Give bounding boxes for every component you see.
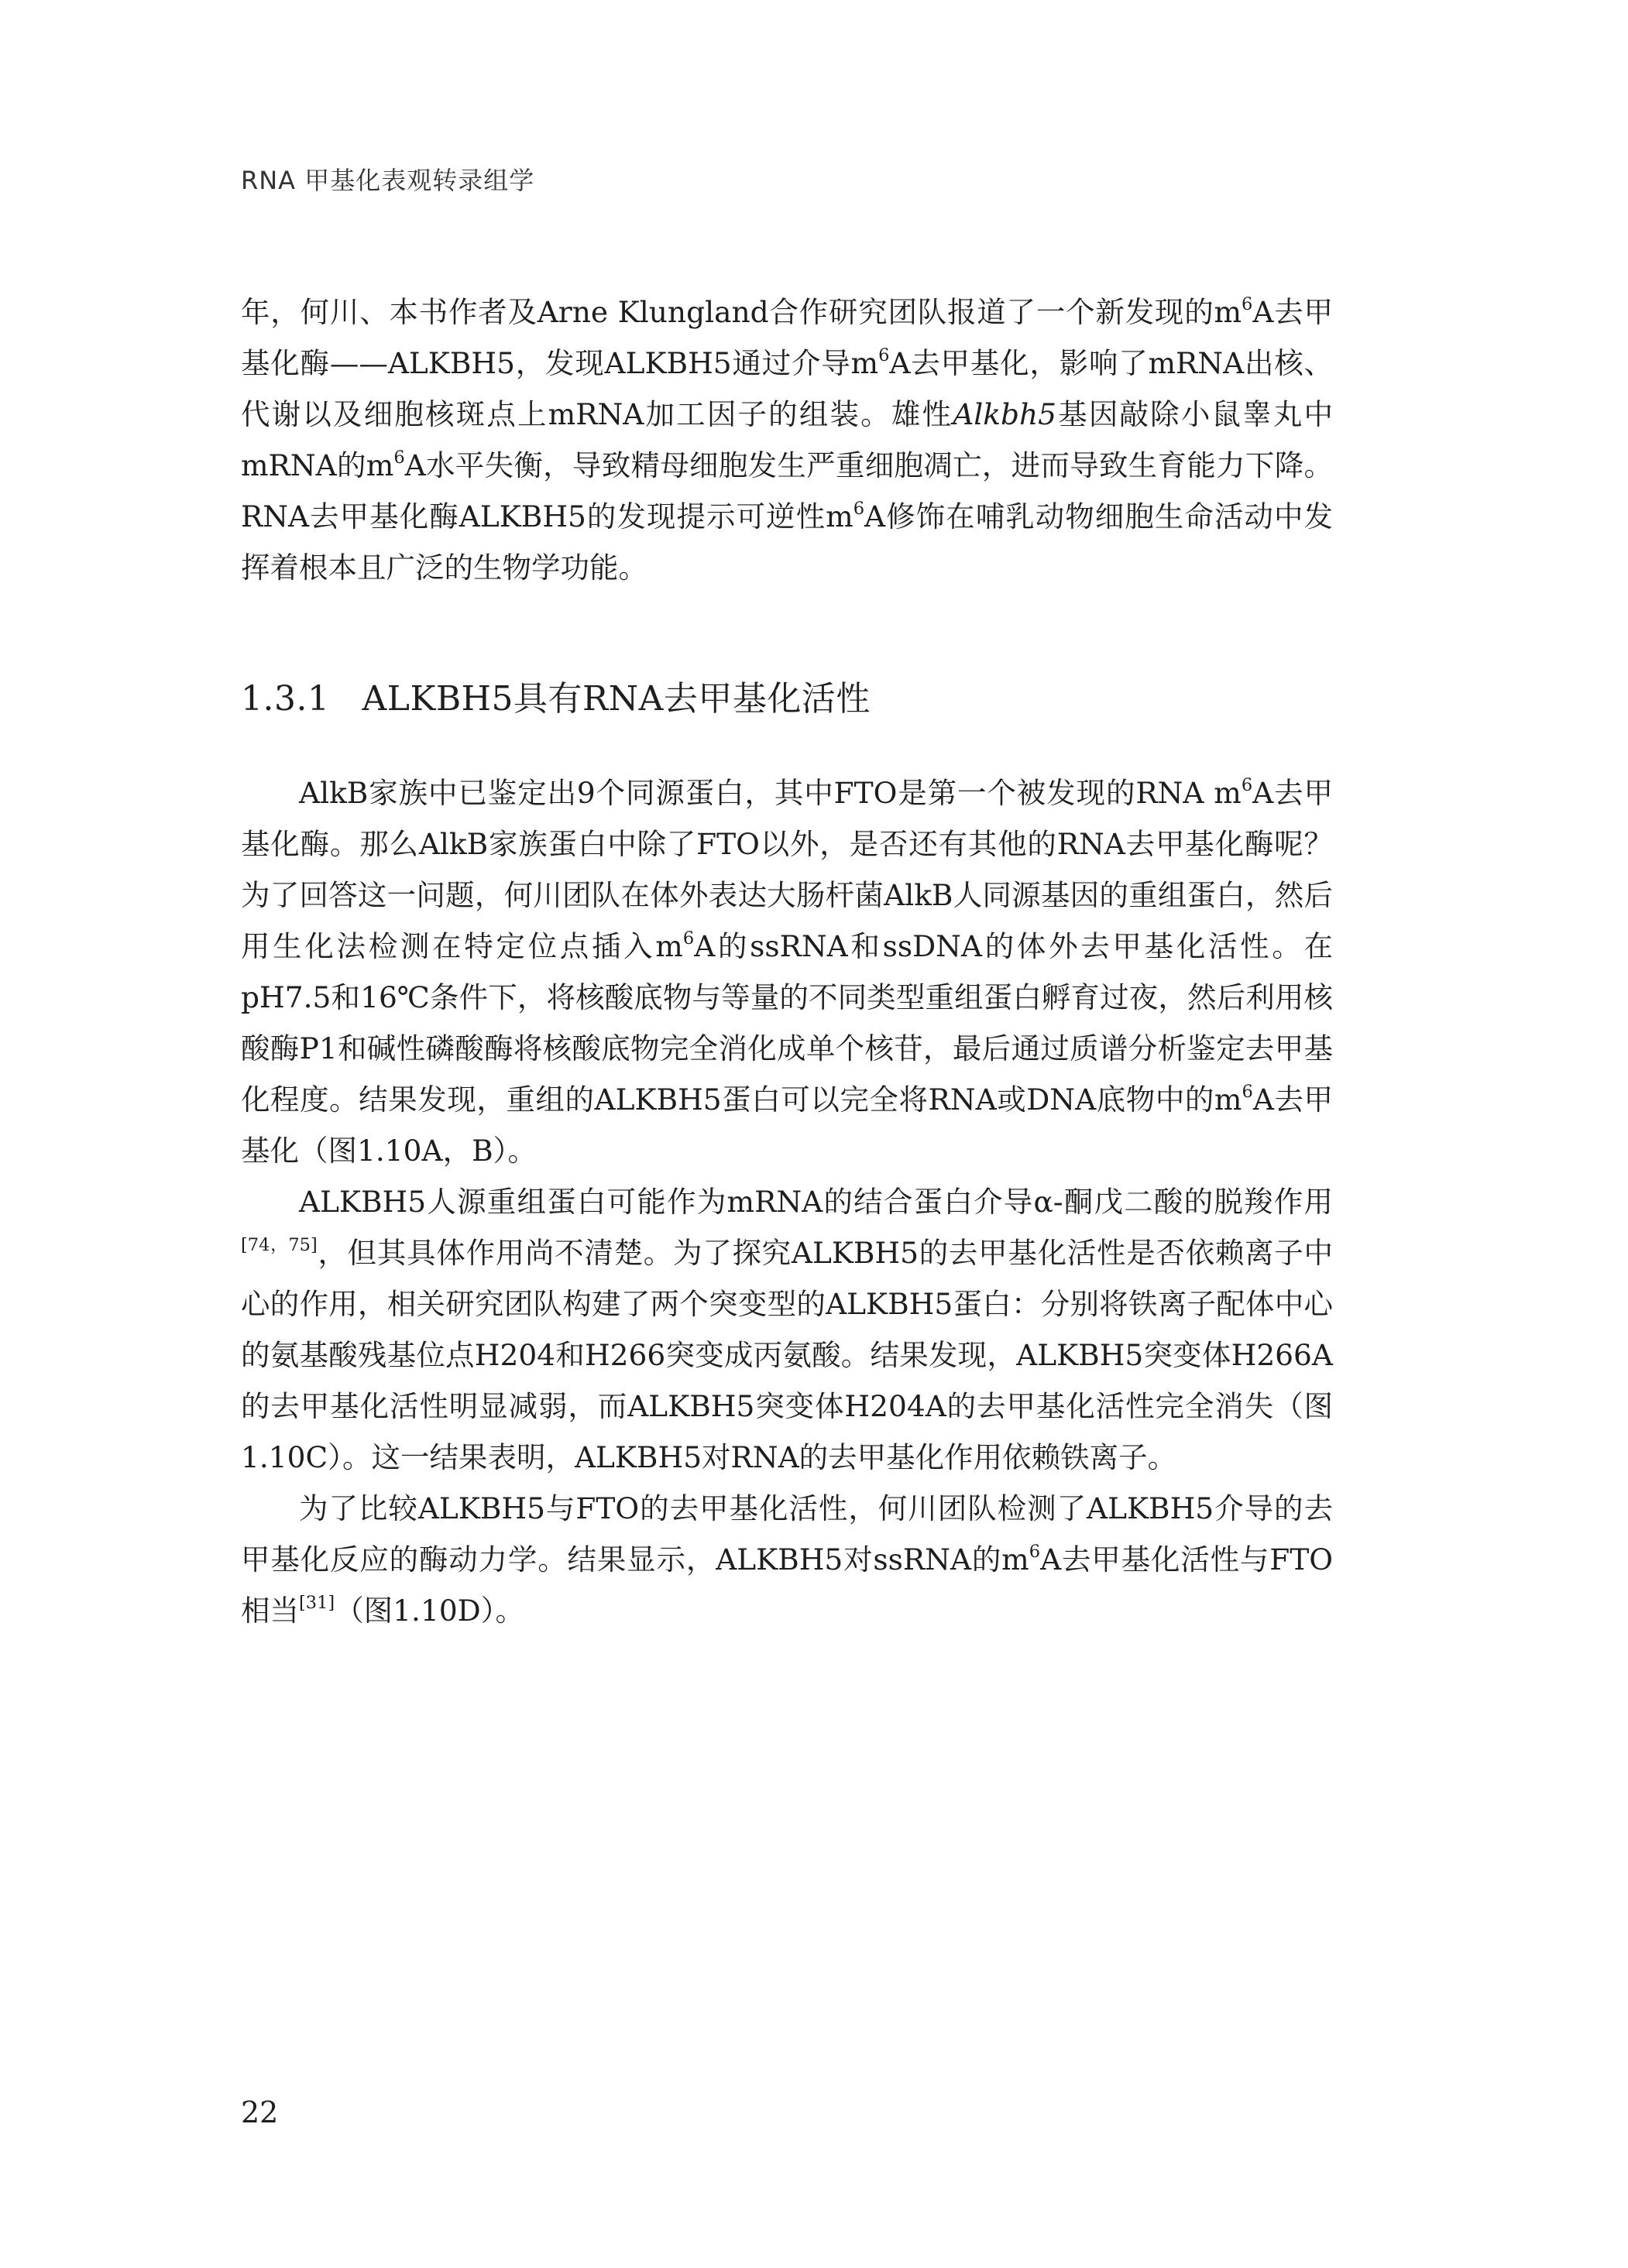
- superscript: 6: [682, 928, 695, 949]
- section-number: 1.3.1: [241, 679, 330, 719]
- gene-name: Alkbh5: [953, 397, 1057, 431]
- superscript: 6: [1241, 775, 1253, 796]
- superscript: 6: [878, 345, 890, 366]
- intro-paragraph: [241, 287, 1333, 593]
- text-run: A水平失衡，导致精母细胞发生严重细胞凋亡，进而导致生育能力下降。RNA去甲基化酶ALKBH5的发现提示可逆性m: [241, 448, 1333, 534]
- paragraph-3: [241, 1176, 1333, 1483]
- paragraph-4: [241, 1483, 1333, 1636]
- superscript: 6: [1242, 1082, 1253, 1103]
- text-run: ，但其具体作用尚不清楚。为了探究ALKBH5的去甲基化活性是否依赖离子中心的作用，相关研究团队构建了两个突变型的ALKBH5蛋白：分别将铁离子配体中心的氨基酸残基位点H204和H266突变成丙氨酸。结果发现，ALKBH5突变体H266A的去甲基化活性明显减弱，而ALKBH5突变体H204A的去甲基化活性完全消失（图1.10C）。这一结果表明，ALKBH5对RNA的去甲基化作用依赖铁离子。: [241, 1236, 1333, 1474]
- text-run: ALKBH5人源重组蛋白可能作为mRNA的结合蛋白介导α-酮戊二酸的脱羧作用: [299, 1185, 1333, 1219]
- superscript: 6: [1242, 294, 1253, 315]
- superscript: 6: [1029, 1542, 1041, 1563]
- section-heading: [241, 671, 871, 720]
- text-run: A修饰在哺乳动物细胞生命活动中发挥着根本且广泛的生物学功能。: [241, 499, 1333, 585]
- text-run: A去甲基化酶。那么AlkB家族蛋白中除了FTO以外，是否还有其他的RNA去甲基化酶呢？为了回答这一问题，何川团队在体外表达大肠杆菌AlkB人同源基因的重组蛋白，然后用生化法检测在特定位点插入m: [241, 776, 1333, 963]
- text-run: A去甲基化活性与FTO相当: [241, 1542, 1333, 1628]
- paragraph-1: [241, 287, 1333, 593]
- text-run: 年，何川、本书作者及Arne Klungland合作研究团队报道了一个新发现的m: [241, 295, 1242, 329]
- citation-ref: [31]: [299, 1593, 335, 1614]
- text-run: A去甲基化酶——ALKBH5，发现ALKBH5通过介导m: [241, 295, 1333, 380]
- text-run: A的ssRNA和ssDNA的体外去甲基化活性。在pH7.5和16℃条件下，将核酸底物与等量的不同类型重组蛋白孵育过夜，然后利用核酸酶P1和碱性磷酸酶将核酸底物完全消化成单个核苷，最后通过质谱分析鉴定去甲基化程度。结果发现，重组的ALKBH5蛋白可以完全将RNA或DNA底物中的m: [241, 929, 1333, 1117]
- text-run: 基因敲除小鼠睾丸中mRNA的m: [241, 397, 1334, 482]
- text-run: （图1.10D）。: [335, 1594, 524, 1628]
- text-run: 为了比较ALKBH5与FTO的去甲基化活性，何川团队检测了ALKBH5介导的去甲基化反应的酶动力学。结果显示，ALKBH5对ssRNA的m: [241, 1491, 1333, 1577]
- section-title: ALKBH5具有RNA去甲基化活性: [362, 679, 871, 719]
- section-body: [241, 767, 1333, 1636]
- paragraph-2: [241, 767, 1333, 1176]
- superscript: 6: [853, 499, 865, 520]
- text-run: AlkB家族中已鉴定出9个同源蛋白，其中FTO是第一个被发现的RNA m: [299, 776, 1242, 810]
- text-run: A去甲基化，影响了mRNA出核、代谢以及细胞核斑点上mRNA加工因子的组装。雄性: [241, 346, 1333, 431]
- superscript: 6: [393, 448, 405, 468]
- citation-ref: [74，75]: [241, 1235, 318, 1256]
- page-number: 22: [241, 2095, 279, 2129]
- running-header: RNA 甲基化表观转录组学: [241, 166, 535, 195]
- text-run: A去甲基化（图1.10A，B）。: [241, 1083, 1333, 1168]
